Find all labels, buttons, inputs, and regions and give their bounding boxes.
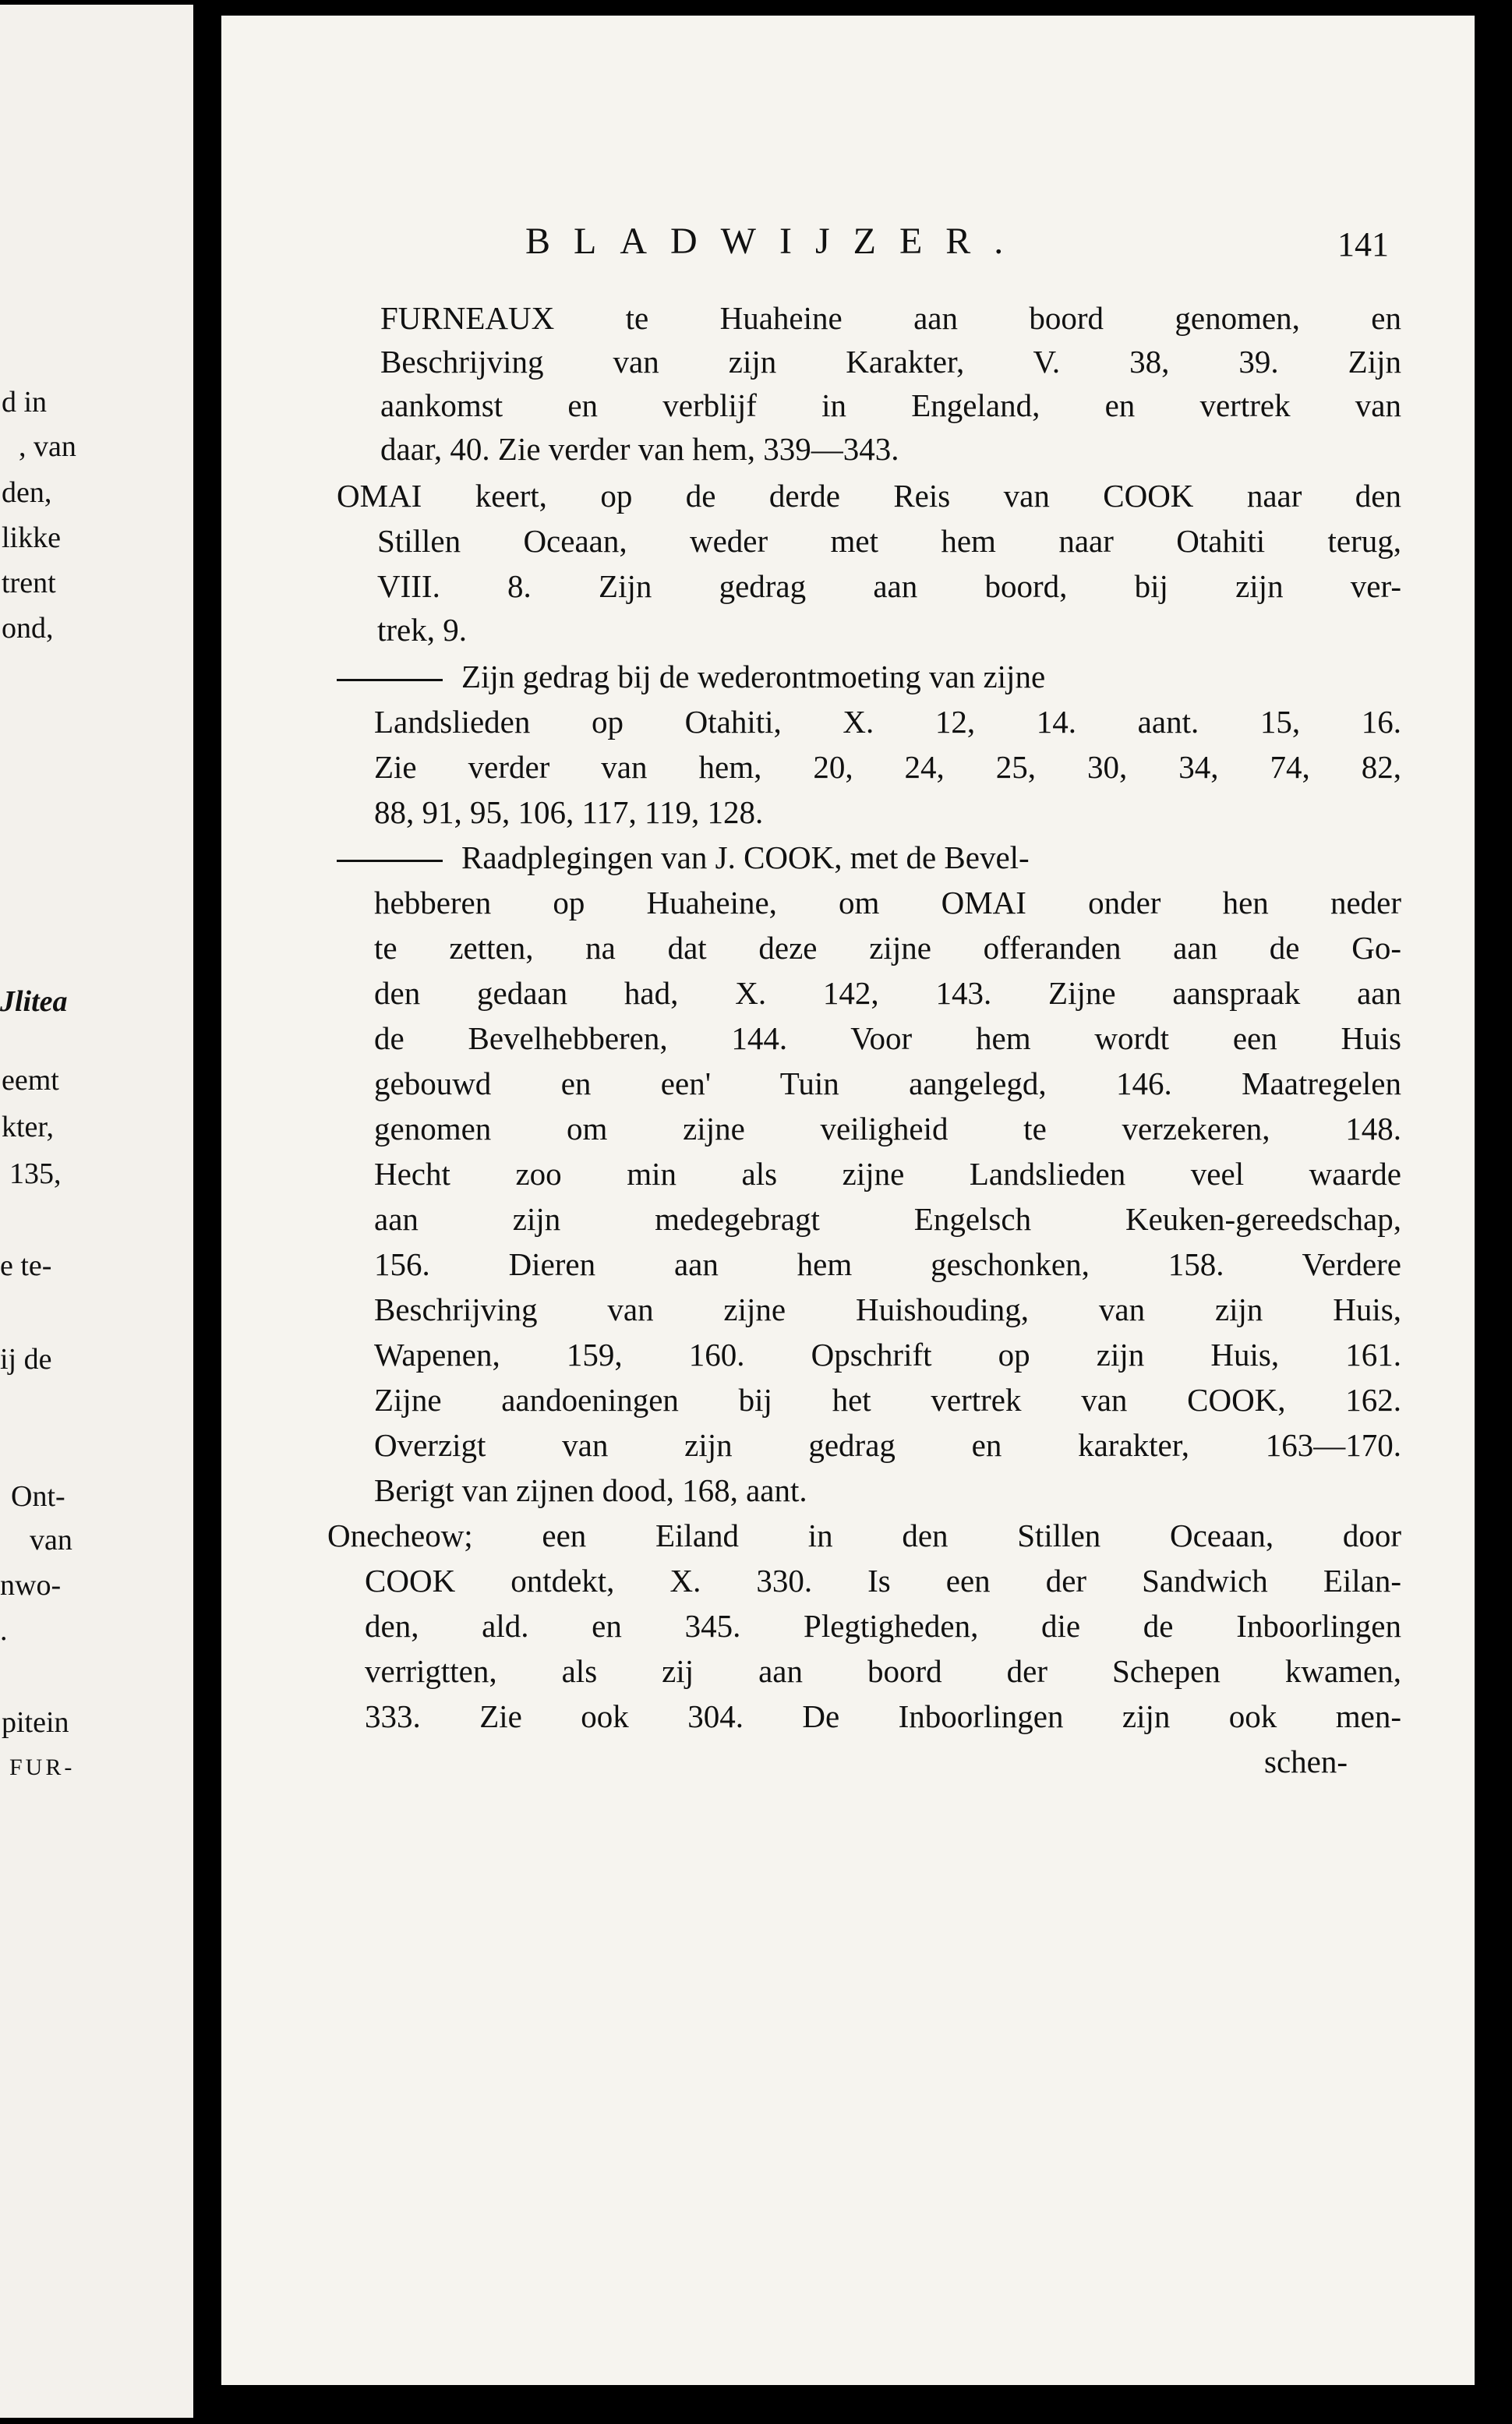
running-head: BLADWIJZER. [525,221,1027,262]
index-entry-onecheow: Onecheow; een Eiland in den Stillen Oceaan, door [327,1518,1401,1553]
index-line: Raadplegingen van J. COOK, met de Bevel- [461,839,1030,875]
index-line: aankomst en verblijf in Engeland, en vertrek van [380,387,1401,423]
index-line: de Bevelhebberen, 144. Voor hem wordt een Huis [374,1020,1401,1056]
left-page-fragment: Ont- [11,1480,65,1513]
left-page-fragment: eemt [2,1064,59,1097]
index-line: verrigtten, als zij aan boord der Schepen kwamen, [365,1653,1401,1689]
left-page-edge [0,5,193,2418]
index-line: Beschrijving van zijne Huishouding, van zijn Huis, [374,1292,1401,1327]
left-page-fragment: 135, [9,1157,62,1190]
index-line: Landslieden op Otahiti, X. 12, 14. aant. 15, 16. [374,704,1401,740]
index-line: Stillen Oceaan, weder met hem naar Otahiti terug, [377,523,1401,559]
index-line: 88, 91, 95, 106, 117, 119, 128. [374,794,764,830]
index-line: den gedaan had, X. 142, 143. Zijne aanspraak aan [374,975,1401,1011]
index-line: Berigt van zijnen dood, 168, aant. [374,1472,807,1508]
index-line: trek, 9. [377,612,467,648]
left-page-fragment: kter, [2,1111,55,1143]
index-line: Wapenen, 159, 160. Opschrift op zijn Huis, 161. [374,1337,1401,1373]
index-line: Zie verder van hem, 20, 24, 25, 30, 34, 74, 82, [374,749,1401,785]
left-page-fragment: , van [19,430,76,463]
index-line: Zijn gedrag bij de wederontmoeting van zijne [461,659,1046,694]
left-page-fragment: den, [2,476,52,509]
index-line: COOK ontdekt, X. 330. Is een der Sandwich Eilan- [365,1563,1401,1599]
page-number: 141 [1337,225,1389,263]
left-page-fragment: Jlitea [0,985,68,1018]
index-line: VIII. 8. Zijn gedrag aan boord, bij zijn ver- [377,568,1401,604]
left-page-fragment: e te- [0,1249,52,1282]
index-line: Overzigt van zijn gedrag en karakter, 163—170. [374,1427,1401,1463]
left-page-fragment: van [30,1524,72,1557]
index-line: te zetten, na dat deze zijne offeranden aan de Go- [374,930,1401,966]
left-page-fragment: FUR- [9,1754,76,1780]
index-line: 156. Dieren aan hem geschonken, 158. Verdere [374,1246,1401,1282]
entry-dash [337,679,443,681]
left-page-fragment: nwo- [0,1569,62,1602]
index-line: Hecht zoo min als zijne Landslieden veel waarde [374,1156,1401,1192]
index-line: hebberen op Huaheine, om OMAI onder hen neder [374,885,1401,920]
index-line: daar, 40. Zie verder van hem, 339—343. [380,431,899,467]
index-entry-omai: OMAI keert, op de derde Reis van COOK naar den [337,478,1401,514]
left-page-fragment: pitein [2,1706,69,1739]
right-page [221,16,1475,2385]
index-line: aan zijn medegebragt Engelsch Keuken-gereedschap, [374,1201,1401,1237]
index-line: Zijne aandoeningen bij het vertrek van COOK, 162. [374,1382,1401,1418]
index-line: gebouwd en een' Tuin aangelegd, 146. Maatregelen [374,1065,1401,1101]
index-line: genomen om zijne veiligheid te verzekeren, 148. [374,1111,1401,1147]
entry-dash [337,860,443,862]
index-subentry [337,837,1401,878]
index-subentry [337,656,1401,697]
left-page-fragment: ond, [2,612,54,645]
index-line: den, ald. en 345. Plegtigheden, die de Inboorlingen [365,1608,1401,1644]
left-page-fragment: . [0,1614,8,1647]
index-line: 333. Zie ook 304. De Inboorlingen zijn ook men- [365,1698,1401,1734]
left-page-fragment: d in [2,386,48,419]
index-line: Beschrijving van zijn Karakter, V. 38, 39. Zijn [380,344,1401,380]
left-page-fragment: likke [2,521,61,554]
index-line: FURNEAUX te Huaheine aan boord genomen, en [380,300,1401,336]
left-page-fragment: trent [2,567,56,599]
catchword: schen- [1264,1744,1348,1779]
left-page-fragment: ij de [0,1343,52,1376]
